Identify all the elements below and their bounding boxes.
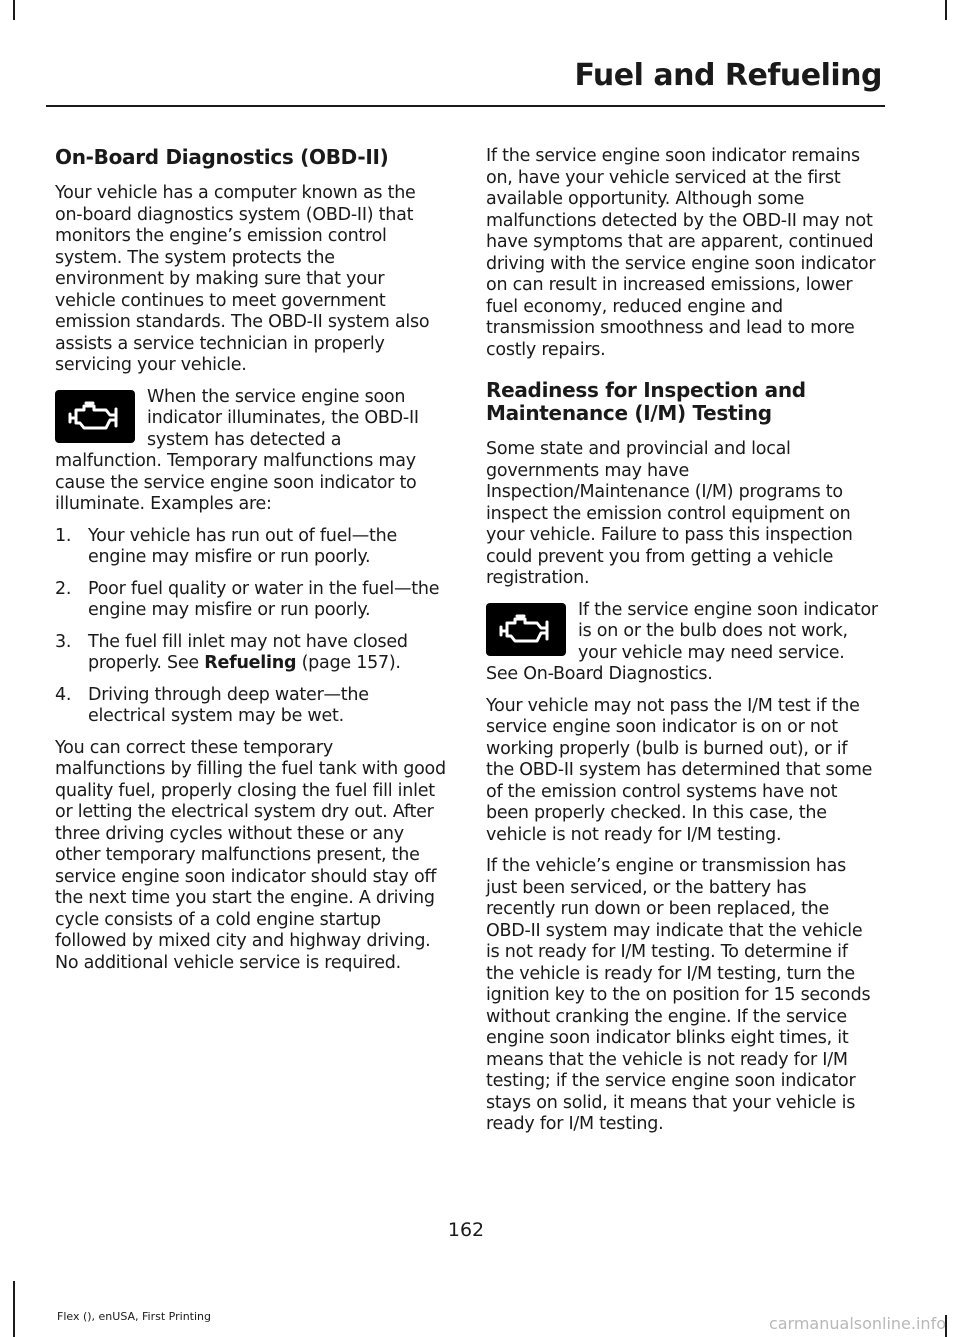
readiness-check-paragraph: If the vehicle’s engine or transmission has just been serviced, or the battery has recently run down or been replaced, the OBD-II system may indicate that the vehicle is not ready for I/M testing. To determine if the vehicle is ready for I/M testing, turn the ignition key to the on position for 15 seconds without cranking the engine. If the service engine soon indicator blinks eight times, it means that the vehicle is not ready for I/M testing; if the service engine soon indicator stays on solid, it means that your vehicle is ready for I/M testing. bbox=[486, 856, 871, 1134]
indicator-paragraph: If the service engine soon indicator is on or the bulb does not work, your vehicle may need service. See On-Board Diagnostics. bbox=[486, 599, 878, 684]
obd-intro-paragraph: Your vehicle has a computer known as the on-board diagnostics system (OBD-II) that monitors the engine’s emission control system. The system protects the environment by making sure that your vehicle continues to meet government emission standards. The OBD-II system also assists a service technician in properly servicing your vehicle. bbox=[55, 183, 430, 375]
engine-icon bbox=[486, 603, 566, 656]
crop-mark-bottom-left bbox=[13, 1281, 15, 1337]
closing-paragraph: You can correct these temporary malfunctions by filling the fuel tank with good quality fuel, properly closing the fuel fill inlet or letting the electrical system dry out. After three driving cycles without these or any other temporary malfunctions present, the service engine soon indicator should stay off the next time you start the engine. A driving cycle consists of a cold engine startup followed by mixed city and highway driving. No additional vehicle service is required. bbox=[55, 737, 446, 973]
list-item-text: Driving through deep water—the electrical system may be wet. bbox=[88, 684, 369, 726]
section-heading-obd: On-Board Diagnostics (OBD-II) bbox=[55, 145, 389, 169]
indicator-block bbox=[486, 600, 878, 686]
malfunction-examples-list bbox=[55, 526, 447, 728]
list-item bbox=[55, 632, 447, 675]
list-item-text-before: The fuel fill inlet may not have closed properly. See bbox=[88, 631, 408, 673]
list-item-number: 2. bbox=[55, 578, 72, 599]
im-test-paragraph: Your vehicle may not pass the I/M test if the service engine soon indicator is on or not working properly (bulb is burned out), or if the OBD-II system has determined that some of the emission control systems have not been properly checked. In this case, the vehicle is not ready for I/M testing. bbox=[486, 695, 873, 845]
section-heading-readiness: Readiness for Inspection and Maintenance (I/M) Testing bbox=[486, 378, 806, 425]
page-title: Fuel and Refueling bbox=[574, 58, 882, 93]
list-item-number: 4. bbox=[55, 684, 72, 705]
service-paragraph: If the service engine soon indicator remains on, have your vehicle serviced at the first available opportunity. Although some malfunctions detected by the OBD-II may not have symptoms that are apparent, continued driving with the service engine soon indicator on can result in increased emissions, lower fuel economy, reduced engine and transmission smoothness and lead to more costly repairs. bbox=[486, 146, 876, 360]
watermark: carmanualsonline.info bbox=[768, 1314, 946, 1333]
right-column bbox=[486, 146, 878, 1146]
engine-icon bbox=[55, 390, 135, 443]
indicator-block bbox=[55, 387, 447, 516]
list-item-text: Your vehicle has run out of fuel—the engine may misfire or run poorly. bbox=[88, 525, 397, 567]
list-item-number: 1. bbox=[55, 525, 72, 546]
indicator-paragraph: When the service engine soon indicator illuminates, the OBD-II system has detected a malfunction. Temporary malfunctions may cause the service engine soon indicator to illuminate. Examples are: bbox=[55, 386, 419, 514]
list-item-text-after: (page 157). bbox=[296, 653, 401, 673]
im-programs-paragraph: Some state and provincial and local governments may have Inspection/Maintenance (I/M) programs to inspect the emission control equipment on your vehicle. Failure to pass this inspection could prevent you from getting a vehicle registration. bbox=[486, 439, 853, 588]
crop-mark-top-right bbox=[945, 0, 947, 20]
left-column bbox=[55, 146, 447, 984]
crop-mark-top-left bbox=[13, 0, 15, 20]
list-item-number: 3. bbox=[55, 631, 72, 652]
list-item bbox=[55, 526, 447, 569]
list-item bbox=[55, 685, 447, 728]
header-divider bbox=[46, 105, 885, 107]
list-item-text: Poor fuel quality or water in the fuel—the engine may misfire or run poorly. bbox=[88, 578, 440, 620]
list-item bbox=[55, 579, 447, 622]
refueling-link[interactable]: Refueling bbox=[204, 653, 297, 673]
page-number: 162 bbox=[447, 1219, 485, 1241]
footer-text: Flex (), enUSA, First Printing bbox=[57, 1310, 211, 1323]
